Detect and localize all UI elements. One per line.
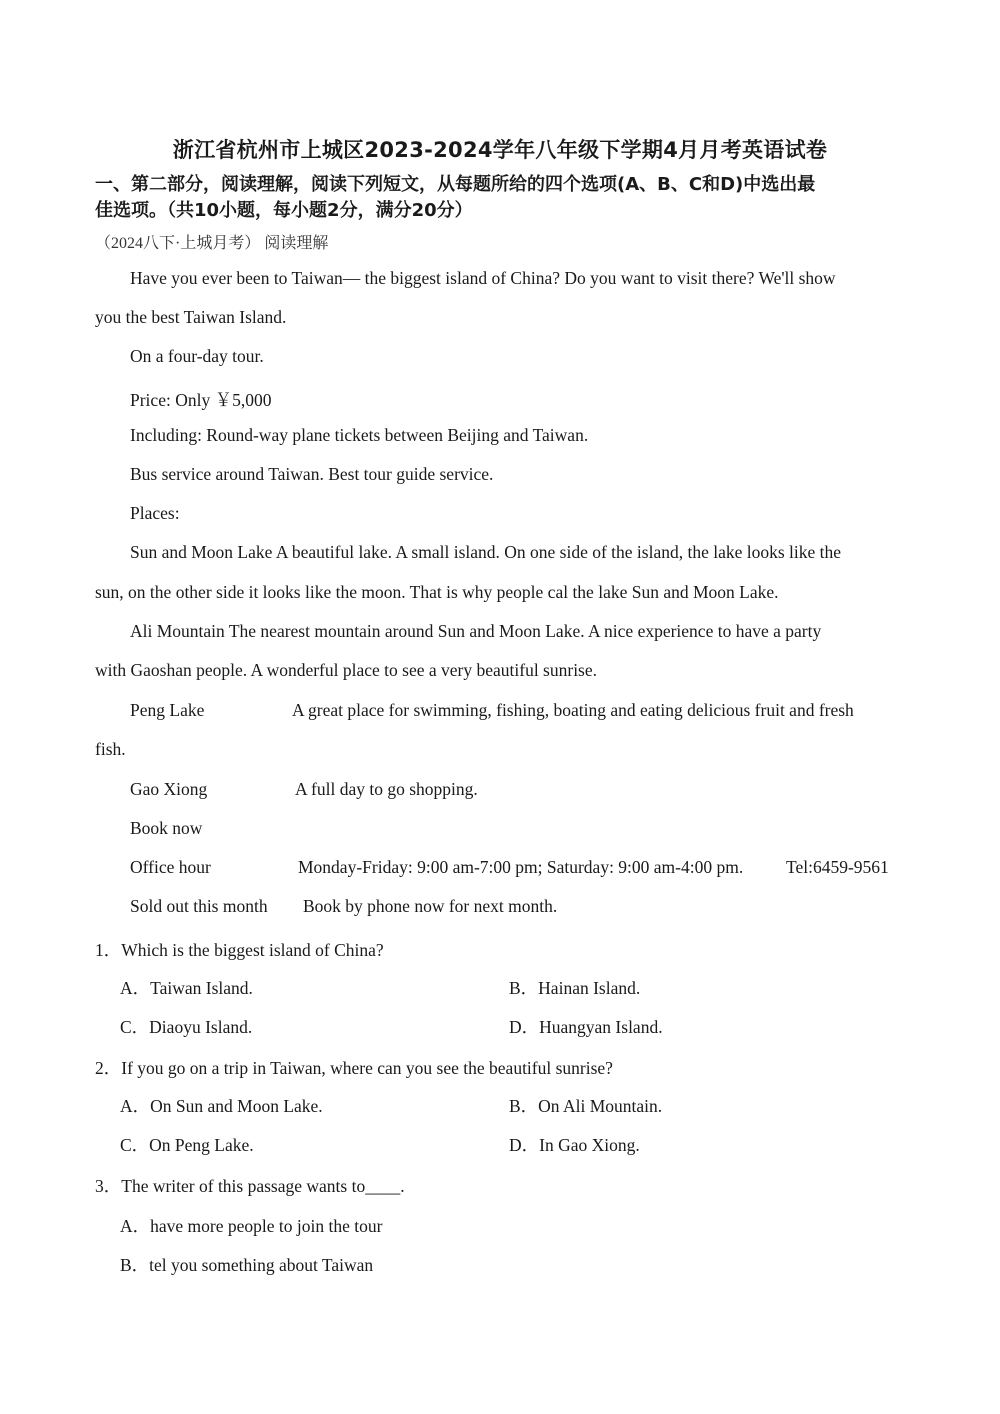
question-2-option-d[interactable]: D．In Gao Xiong. <box>509 1135 640 1155</box>
place-peng-line-2: fish. <box>95 739 126 759</box>
place-peng-label: Peng Lake <box>130 700 205 720</box>
office-hour-label: Office hour <box>130 857 211 877</box>
question-1-option-a[interactable]: A．Taiwan Island. <box>120 978 253 998</box>
office-tel: Tel:6459-9561 <box>786 857 889 877</box>
question-2-option-a[interactable]: A．On Sun and Moon Lake. <box>120 1096 323 1116</box>
question-1-stem: 1．Which is the biggest island of China? <box>95 940 384 960</box>
section-heading <box>95 172 915 224</box>
question-3-option-a[interactable]: A．have more people to join the tour <box>120 1216 383 1236</box>
question-3-stem: 3．The writer of this passage wants to____. <box>95 1176 405 1196</box>
place-peng-desc: A great place for swimming, fishing, boating and eating delicious fruit and fresh <box>292 700 854 720</box>
office-hour-desc: Monday-Friday: 9:00 am-7:00 pm; Saturday: 9:00 am-4:00 pm. <box>298 857 744 877</box>
question-1-option-c[interactable]: C．Diaoyu Island. <box>120 1017 253 1037</box>
place-ali-line-1: Ali Mountain The nearest mountain around Sun and Moon Lake. A nice experience to have a party <box>130 621 822 641</box>
exam-title: 浙江省杭州市上城区2023-2024学年八年级下学期4月月考英语试卷 <box>172 138 828 162</box>
sold-out-label: Sold out this month <box>130 896 268 916</box>
passage-places: Places: <box>130 503 180 523</box>
book-now: Book now <box>130 818 203 838</box>
question-2-option-c[interactable]: C．On Peng Lake. <box>120 1135 254 1155</box>
place-gao-desc: A full day to go shopping. <box>295 779 478 799</box>
section-heading-line-2: 佳选项。（共10小题，每小题2分，满分20分） <box>95 200 473 221</box>
place-sun-moon-line-2: sun, on the other side it looks like the moon. That is why people cal the lake Sun and Moon Lake. <box>95 582 779 602</box>
passage-intro-line-1: Have you ever been to Taiwan— the biggest island of China? Do you want to visit there? We'll show <box>130 268 836 288</box>
passage-intro-line-2: you the best Taiwan Island. <box>95 307 287 327</box>
question-3-option-b[interactable]: B．tel you something about Taiwan <box>120 1255 374 1275</box>
place-sun-moon-line-1: Sun and Moon Lake A beautiful lake. A small island. On one side of the island, the lake looks like the <box>130 542 842 562</box>
place-ali-line-2: with Gaoshan people. A wonderful place to see a very beautiful sunrise. <box>95 660 598 680</box>
question-1-option-b[interactable]: B．Hainan Island. <box>509 978 641 998</box>
passage-bus: Bus service around Taiwan. Best tour guide service. <box>130 464 494 484</box>
passage-including: Including: Round-way plane tickets between Beijing and Taiwan. <box>130 425 589 445</box>
sold-out-desc: Book by phone now for next month. <box>303 896 558 916</box>
question-2-stem: 2．If you go on a trip in Taiwan, where can you see the beautiful sunrise? <box>95 1058 613 1078</box>
passage-tour: On a four-day tour. <box>130 346 264 366</box>
section-heading-line-1: 一、第二部分，阅读理解，阅读下列短文，从每题所给的四个选项(A、B、C和D)中选出最 <box>95 174 816 195</box>
question-1-option-d[interactable]: D．Huangyan Island. <box>509 1017 663 1037</box>
question-2-option-b[interactable]: B．On Ali Mountain. <box>509 1096 663 1116</box>
passage-price: Price: Only ￥5,000 <box>130 390 272 410</box>
place-gao-label: Gao Xiong <box>130 779 208 799</box>
question-source: （2024八下·上城月考） 阅读理解 <box>95 235 329 252</box>
